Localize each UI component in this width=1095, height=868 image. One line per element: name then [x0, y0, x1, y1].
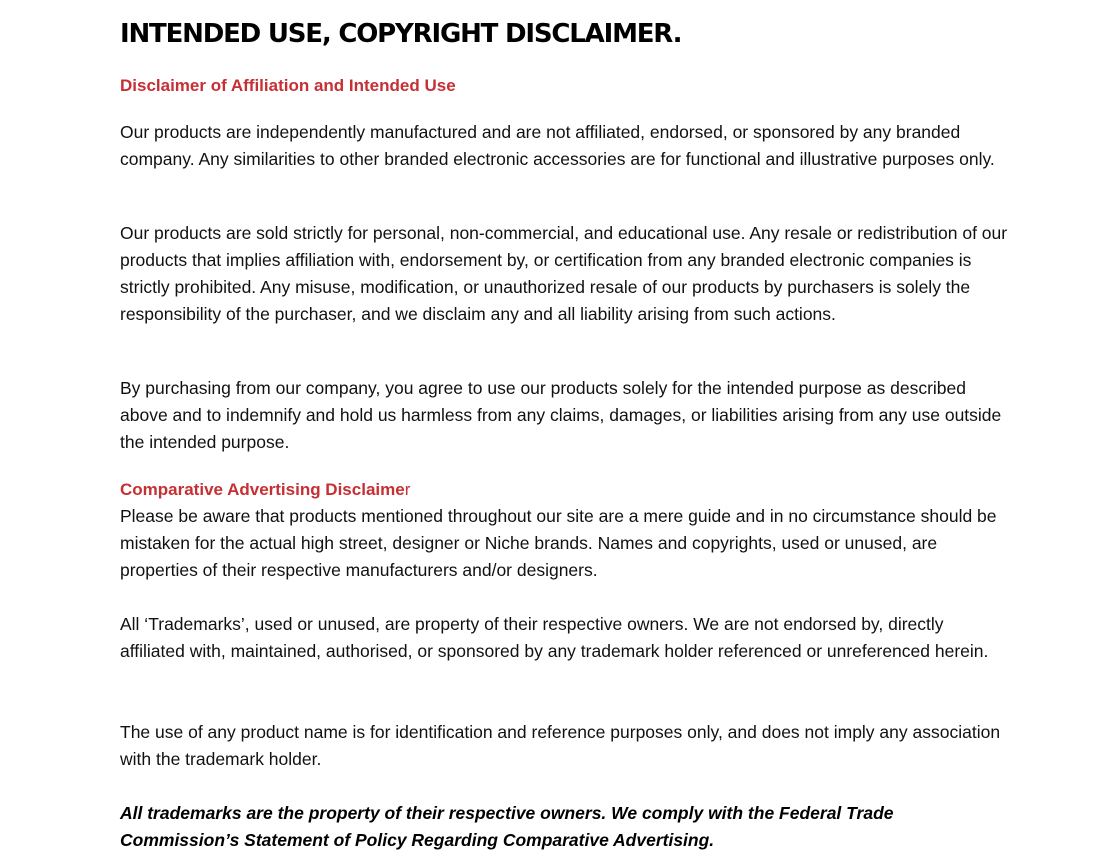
section-heading-bold-part: Comparative Advertising Disclaime: [120, 480, 405, 499]
paragraph-trademarks: All ‘Trademarks’, used or unused, are property of their respective owners. We are not endorsed by, directly affiliated with, maintained, authorised, or sponsored by any trademark holder referenced or unreferenced herein.: [120, 614, 989, 661]
paragraph-product-names: The use of any product name is for identification and reference purposes only, and does not imply any association with the trademark holder.: [120, 722, 1001, 769]
section-heading-affiliation: Disclaimer of Affiliation and Intended Use: [120, 76, 456, 95]
paragraph-site-guide: Please be aware that products mentioned throughout our site are a mere guide and in no circumstance should be mistaken for the actual high street, designer or Niche brands. Names and copyrights, used or unused, are properties of their respective manufacturers and/or designers.: [120, 506, 997, 580]
paragraph-independent-manufacture: Our products are independently manufactured and are not affiliated, endorsed, or sponsored by any branded company. Any similarities to other branded electronic accessories are for functional and illustrative purposes only.: [120, 122, 995, 169]
page-title: INTENDED USE, COPYRIGHT DISCLAIMER.: [120, 19, 682, 49]
closing-statement: All trademarks are the property of their respective owners. We comply with the Federal Trade Commission’s Statement of Policy Regarding Comparative Advertising.: [120, 803, 894, 850]
paragraph-personal-use: Our products are sold strictly for personal, non-commercial, and educational use. Any resale or redistribution of our products that implies affiliation with, endorsement by, or certification from any branded electronic companies is strictly prohibited. Any misuse, modification, or unauthorized resale of our products by purchasers is solely the responsibility of the purchaser, and we disclaim any and all liability arising from such actions.: [120, 223, 1008, 324]
paragraph-purchase-agreement: By purchasing from our company, you agree to use our products solely for the intended purpose as described above and to indemnify and hold us harmless from any claims, damages, or liabilities arising from any use outside the intended purpose.: [120, 378, 1002, 452]
section-heading-comparative-advertising: [120, 476, 410, 503]
section-heading-tail: r: [404, 480, 411, 499]
